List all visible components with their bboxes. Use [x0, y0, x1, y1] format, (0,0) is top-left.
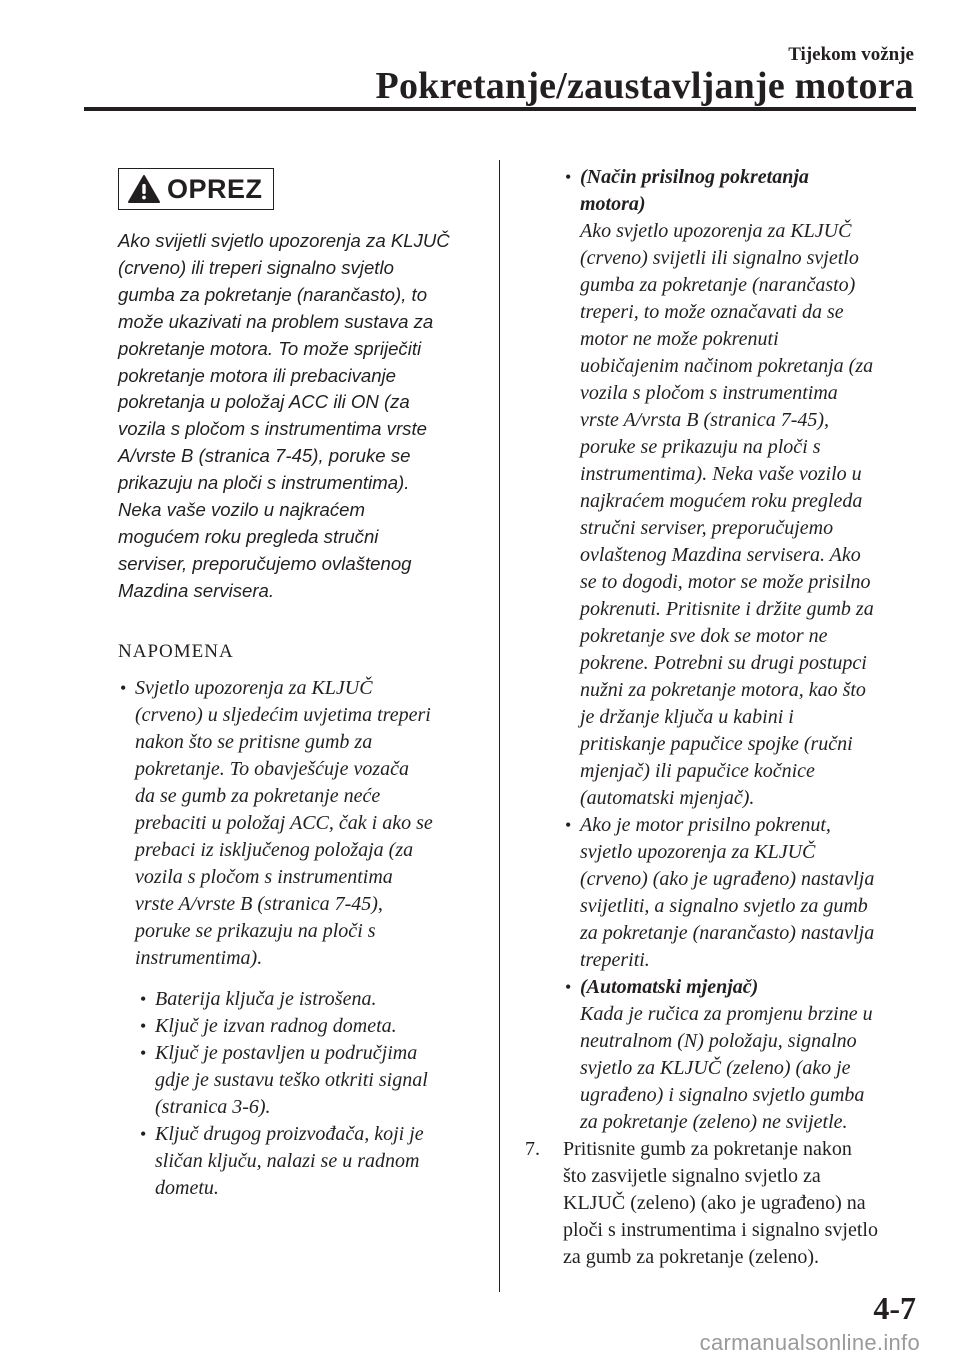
caution-line: vozila s pločom s instrumentima vrste [118, 418, 427, 440]
bullet-line: pokrene. Potrebni su drugi postupci [580, 652, 867, 674]
sub-item-line: sličan ključu, nalazi se u radnom [155, 1149, 420, 1172]
bullet-line: treperi, to može označavati da se [580, 301, 844, 323]
step-line: Pritisnite gumb za pokretanje nakon [563, 1138, 852, 1160]
bullet-line: stručni serviser, preporučujemo [580, 517, 834, 539]
bullet-line: uobičajenim načinom pokretanja (za [580, 355, 874, 377]
bullet-line: (crveno) svijetli ili signalno svjetlo [580, 247, 859, 269]
sub-item-line: Ključ je postavljen u područjima [155, 1041, 418, 1064]
sub-list-item [138, 1121, 478, 1202]
bullet-line: za pokretanje (zeleno) ne svijetle. [580, 1111, 848, 1133]
bullet-line: pokrenuti. Pritisnite i držite gumb za [580, 598, 874, 620]
bullet-line: treperiti. [580, 949, 650, 971]
bullet-line: Ako je motor prisilno pokrenut, [580, 814, 831, 836]
step-line: za gumb za pokretanje (zeleno). [563, 1246, 819, 1268]
bullet-heading-line: (Način prisilnog pokretanja [580, 166, 809, 188]
bullet-line: vozila s pločom s instrumentima [580, 382, 838, 404]
bullet-line: nužni za pokretanje motora, kao što [580, 679, 866, 701]
bullet-heading-line: motora) [580, 193, 646, 215]
bullet-line: mjenjač) ili papučice kočnice [580, 760, 815, 782]
sub-item-line: gdje je sustavu teško otkriti signal [155, 1068, 428, 1091]
note-line: vozila s pločom s instrumentima [135, 865, 393, 888]
note-line: (crveno) u sljedećim uvjetima treperi [135, 703, 431, 726]
caution-line: gumba za pokretanje (narančasto), to [118, 283, 428, 305]
bullet-dot: • [140, 988, 147, 1009]
caution-line: A/vrste B (stranica 7-45), poruke se [118, 445, 411, 467]
bullet-line: svjetlo upozorenja za KLJUČ [580, 841, 816, 863]
note-bullet-text [135, 675, 478, 972]
column-divider [499, 160, 500, 1292]
warning-triangle-icon [127, 174, 161, 204]
header-divider [84, 107, 916, 111]
bullet-line: pokretanje sve dok se motor ne [580, 625, 828, 647]
bullet-dot: • [140, 1123, 147, 1144]
bullet-line: je držanje ključa u kabini i [580, 706, 794, 728]
caution-line: pokretanja u položaj ACC ili ON (za [118, 391, 410, 413]
note-line: prebaciti u položaj ACC, čak i ako se [135, 811, 433, 834]
caution-line: serviser, preporučujemo ovlaštenog [118, 552, 412, 574]
caution-label: OPREZ [167, 173, 263, 204]
bullet-line: instrumentima). Neka vaše vozilo u [580, 463, 862, 485]
sub-item-line: Baterija ključa je istrošena. [155, 987, 377, 1010]
bullet-line: poruke se prikazuju na ploči s [580, 436, 821, 458]
caution-line: može ukazivati na problem sustava za [118, 310, 434, 332]
bullet-heading-line: (Automatski mjenjač) [580, 976, 759, 998]
sub-list-item [138, 1040, 478, 1121]
note-line: poruke se prikazuju na ploči s [135, 919, 376, 942]
bullet-dot: • [565, 167, 572, 187]
bullet-line: pritiskanje papučice spojke (ručni [580, 733, 853, 755]
caution-line: prikazuju na ploči s instrumentima). [118, 472, 410, 494]
step-number: 7. [525, 1138, 540, 1160]
bullet-dot: • [140, 1015, 147, 1036]
right-column [525, 164, 925, 1271]
step-line: što zasvijetle signalno svjetlo za [563, 1165, 821, 1187]
note-line: instrumentima). [135, 946, 263, 969]
bullet-dot: • [565, 815, 572, 835]
right-bullet-list [525, 164, 925, 1136]
bullet-line: za pokretanje (narančasto) nastavlja [580, 922, 875, 944]
bullet-line: svijetliti, a signalno svjetlo za gumb [580, 895, 868, 917]
bullet-dot: • [120, 677, 127, 698]
bullet-line: ugrađeno) i signalno svjetlo gumba [580, 1084, 865, 1106]
caution-line: Neka vaše vozilo u najkraćem [118, 499, 365, 521]
right-bullet-item [525, 164, 925, 812]
note-heading: NAPOMENA [118, 640, 234, 662]
bullet-dot: • [140, 1042, 147, 1063]
left-column [118, 168, 478, 1202]
bullet-line: najkraćem mogućem roku pregleda [580, 490, 863, 512]
step-text [563, 1136, 925, 1271]
right-bullet-item [525, 812, 925, 974]
sub-item-line: Ključ drugog proizvođača, koji je [155, 1122, 424, 1145]
note-line: Svjetlo upozorenja za KLJUČ [135, 676, 373, 699]
caution-line: mogućem roku pregleda stručni [118, 525, 379, 547]
bullet-line: (automatski mjenjač). [580, 787, 755, 809]
note-line: prebaci iz isključenog položaja (za [135, 838, 414, 861]
caution-label-box [118, 168, 274, 210]
note-line: nakon što se pritisne gumb za [135, 730, 373, 753]
bullet-line: ovlaštenog Mazdina servisera. Ako [580, 544, 861, 566]
page-title: Pokretanje/zaustavljanje motora [375, 65, 914, 107]
note-sub-list [118, 986, 478, 1202]
note-line: pokretanje. To obavješćuje vozača [135, 757, 410, 780]
sub-list-item [138, 1013, 478, 1040]
bullet-line: svjetlo za KLJUČ (zeleno) (ako je [580, 1057, 851, 1079]
caution-line: Mazdina servisera. [118, 579, 275, 601]
watermark: carmanualsonline.info [699, 1330, 920, 1355]
bullet-dot: • [565, 977, 572, 997]
step-line: KLJUČ (zeleno) (ako je ugrađeno) na [563, 1192, 866, 1214]
bullet-line: vrste A/vrsta B (stranica 7-45), [580, 409, 830, 431]
caution-text [118, 228, 478, 605]
bullet-line: se to dogodi, motor se može prisilno [580, 571, 871, 593]
caution-line: pokretanje motora ili prebacivanje [118, 364, 397, 386]
note-line: vrste A/vrste B (stranica 7-45), [135, 892, 383, 915]
sub-item-line: (stranica 3-6). [155, 1095, 271, 1118]
page-number: 4-7 [873, 1290, 916, 1326]
note-bullet [118, 675, 478, 972]
bullet-line: motor ne može pokrenuti [580, 328, 779, 350]
caution-line: pokretanje motora. To može spriječiti [118, 337, 422, 359]
sub-list-item [138, 986, 478, 1013]
caution-line: Ako svijetli svjetlo upozorenja za KLJUČ [118, 230, 450, 251]
bullet-line: (crveno) (ako je ugrađeno) nastavlja [580, 868, 875, 890]
right-bullet-item [525, 974, 925, 1136]
bullet-line: gumba za pokretanje (narančasto) [580, 274, 856, 296]
bullet-line: neutralnom (N) položaju, signalno [580, 1030, 857, 1052]
step-line: ploči s instrumentima i signalno svjetlo [563, 1219, 878, 1241]
caution-line: (crveno) ili treperi signalno svjetlo [118, 256, 394, 278]
bullet-line: Kada je ručica za promjenu brzine u [580, 1003, 873, 1025]
sub-item-line: dometu. [155, 1176, 219, 1199]
note-line: da se gumb za pokretanje neće [135, 784, 381, 807]
sub-item-line: Ključ je izvan radnog dometa. [155, 1014, 397, 1037]
bullet-line: Ako svjetlo upozorenja za KLJUČ [580, 220, 852, 242]
step-7 [525, 1136, 925, 1271]
section-header: Tijekom vožnje [788, 44, 914, 65]
